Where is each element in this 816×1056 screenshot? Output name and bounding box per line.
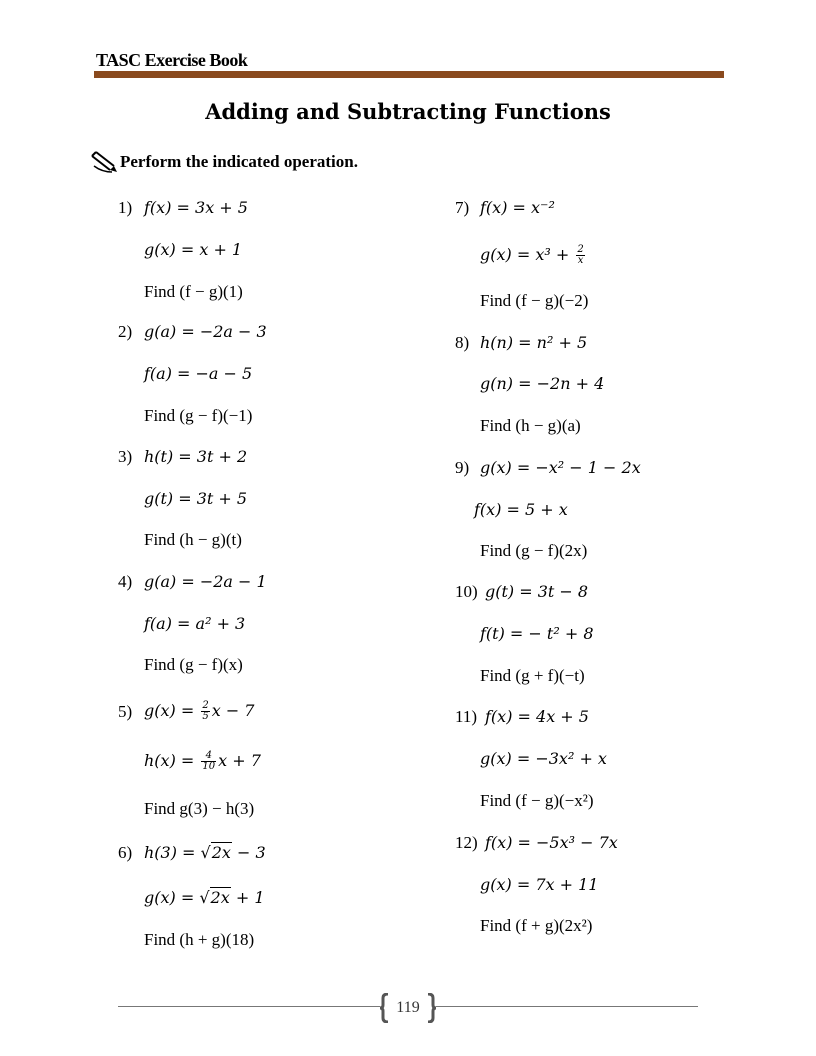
problem-number: 11) [455, 707, 478, 726]
problem-number: 5) [118, 702, 133, 721]
problem-line-2: h(x) = $\frac{4}{10}$ x + 7 [144, 750, 261, 772]
footer-rule-right [436, 1006, 698, 1007]
right-bracket-icon [426, 993, 436, 1023]
problem-number: 2) [118, 322, 133, 341]
header-title: TASC Exercise Book [96, 50, 248, 70]
problem-number: 6) [118, 843, 133, 862]
problem-number: 9) [455, 458, 470, 477]
problem-line-1: g(a) = −2a − 3 [144, 322, 267, 341]
pencil-icon [90, 150, 120, 174]
fraction: $\frac{2}{5}$ [202, 700, 209, 722]
problem-line-1: f(x) = 4x + 5 [485, 707, 589, 726]
problem-find: Find (g − f)(−1) [144, 406, 253, 425]
problem-line-1: g(a) = −2a − 1 [144, 572, 267, 591]
problem-line-1: f(x) = x⁻² [480, 198, 555, 217]
square-root: √2x [199, 888, 230, 907]
problem-find: Find (h + g)(18) [144, 930, 255, 949]
problem-line-1: f(x) = 3x + 5 [144, 198, 248, 217]
problem-find: Find (g − f)(2x) [480, 541, 588, 560]
problem-line-1: g(x) = $\frac{2}{5}$ x − 7 [144, 700, 255, 722]
problem-find: Find (g − f)(x) [144, 655, 243, 674]
problem-number: 3) [118, 447, 133, 466]
problem-find: Find (h − g)(t) [144, 530, 242, 549]
problem-find: Find (f − g)(1) [144, 282, 243, 301]
problem-find: Find (g + f)(−t) [480, 666, 585, 685]
page-title: Adding and Subtracting Functions [205, 99, 611, 124]
problem-line-2: g(t) = 3t + 5 [144, 489, 248, 508]
problem-number: 10) [455, 582, 478, 601]
left-bracket-icon [380, 993, 390, 1023]
problem-line-2: g(x) = −3x² + x [480, 749, 607, 768]
problem-line-2: f(a) = −a − 5 [144, 364, 253, 383]
fraction: $\frac{2}{x}$ [577, 244, 584, 266]
problem-find: Find (h − g)(a) [480, 416, 581, 435]
problem-line-1: g(t) = 3t − 8 [485, 582, 589, 601]
instruction-text: Perform the indicated operation. [120, 152, 358, 171]
page-number: 119 [396, 999, 420, 1016]
problem-line-2: g(x) = √2x + 1 [144, 888, 265, 907]
problem-number: 12) [455, 833, 478, 852]
problem-number: 7) [455, 198, 470, 217]
problem-find: Find (f − g)(−x²) [480, 791, 594, 810]
problem-line-1: h(3) = √2x − 3 [144, 843, 266, 862]
problem-line-2: g(n) = −2n + 4 [480, 374, 605, 393]
page-number-box [380, 993, 436, 1023]
footer-rule-left [118, 1006, 380, 1007]
problem-find: Find g(3) − h(3) [144, 799, 255, 818]
instruction [90, 149, 358, 175]
problem-line-2: f(x) = 5 + x [474, 500, 568, 519]
problem-line-1: h(t) = 3t + 2 [144, 447, 248, 466]
problem-line-1: g(x) = −x² − 1 − 2x [480, 458, 641, 477]
problem-number: 1) [118, 198, 133, 217]
header-rule [94, 71, 724, 78]
problem-number: 4) [118, 572, 133, 591]
problem-line-2: g(x) = 7x + 11 [480, 875, 599, 894]
problem-line-2: f(a) = a² + 3 [144, 614, 246, 633]
problem-line-2: g(x) = x³ + $\frac{2}{x}$ [480, 244, 584, 266]
problem-line-1: f(x) = −5x³ − 7x [485, 833, 618, 852]
problem-number: 8) [455, 333, 470, 352]
problem-find: Find (f − g)(−2) [480, 291, 589, 310]
square-root: √2x [200, 843, 231, 862]
problem-line-2: g(x) = x + 1 [144, 240, 243, 259]
problem-find: Find (f + g)(2x²) [480, 916, 593, 935]
fraction: $\frac{4}{10}$ [202, 750, 216, 772]
problem-line-2: f(t) = − t² + 8 [480, 624, 594, 643]
problem-line-1: h(n) = n² + 5 [480, 333, 588, 352]
